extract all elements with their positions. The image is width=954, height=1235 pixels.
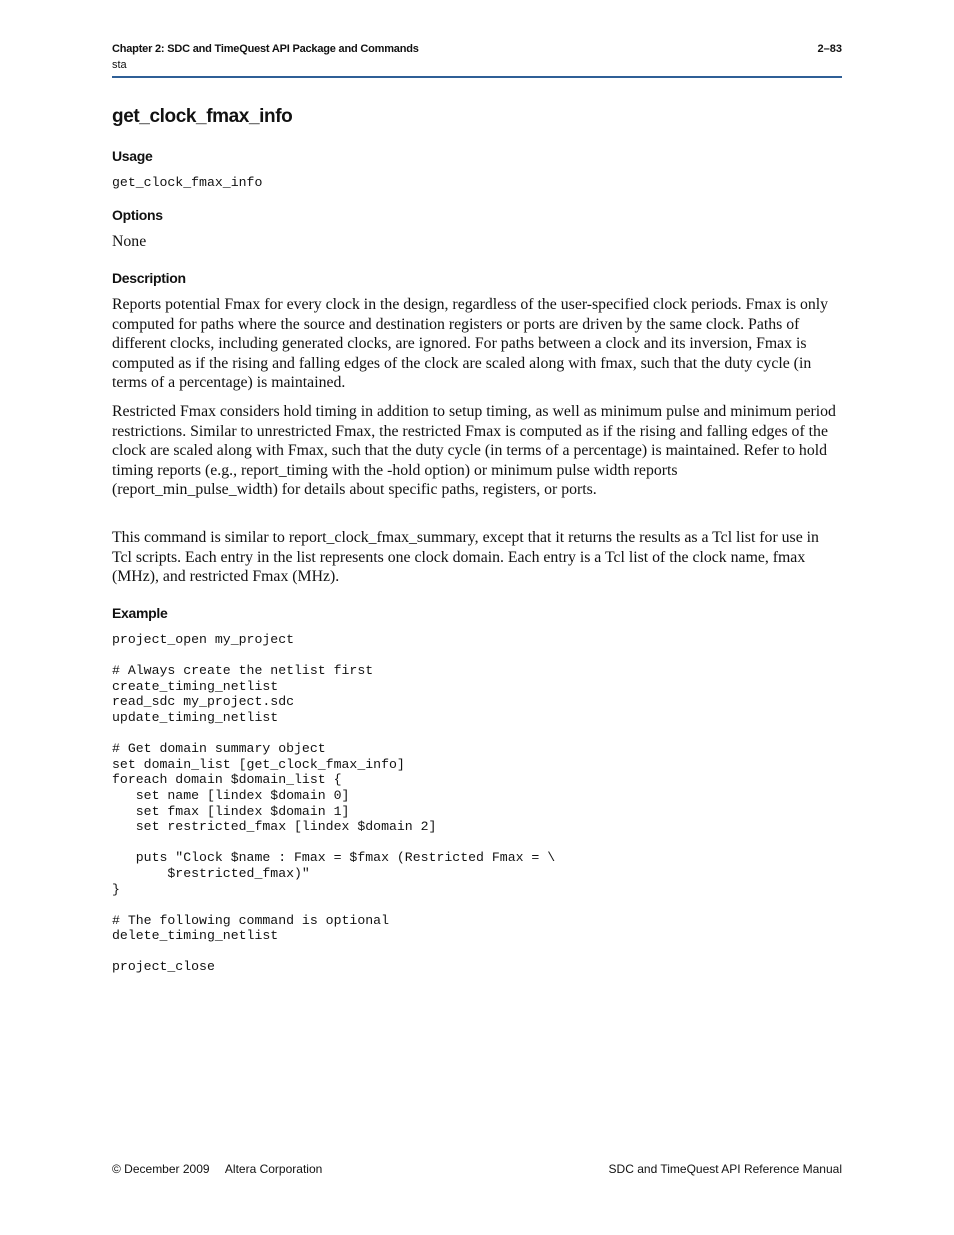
example-heading: Example: [112, 605, 168, 621]
footer-date: © December 2009: [112, 1162, 210, 1176]
description-heading: Description: [112, 270, 186, 286]
footer-left: [112, 1162, 322, 1176]
command-title: get_clock_fmax_info: [112, 106, 293, 127]
header-rule: [112, 76, 842, 78]
usage-code: get_clock_fmax_info: [112, 175, 263, 190]
options-heading: Options: [112, 207, 163, 223]
usage-heading: Usage: [112, 148, 153, 164]
options-text: None: [112, 233, 147, 250]
running-header-chapter: Chapter 2: SDC and TimeQuest API Package and Commands: [112, 43, 419, 55]
footer-manual-title: SDC and TimeQuest API Reference Manual: [608, 1162, 842, 1176]
running-header-section: sta: [112, 59, 127, 71]
description-paragraph-3: This command is similar to report_clock_fmax_summary, except that it returns the results as a Tcl list for use in Tcl scripts. Each entry in the list represents one clock domain. Each entry is a Tcl list of the clock name, fmax (MHz), and restricted Fmax (MHz).: [112, 529, 819, 586]
description-paragraph-1: Reports potential Fmax for every clock in the design, regardless of the user-specified clock periods. Fmax is only computed for paths where the source and destination registers or ports are driven by the same clock. Paths of different clocks, including generated clocks, are ignored. For paths between a clock and its inversion, Fmax is computed as if the rising and falling edges of the clock are scaled along with fmax, such that the duty cycle (in terms of a percentage) is maintained.: [112, 296, 829, 392]
description-paragraph-2: Restricted Fmax considers hold timing in addition to setup timing, as well as minimum pulse and minimum period restrictions. Similar to unrestricted Fmax, the restricted Fmax is computed as if the rising and falling edges of the clock are scaled along with Fmax, such that the duty cycle (in terms of a percentage) is maintained. Refer to hold timing reports (e.g., report_timing with the -hold option) or minimum pulse width reports (report_min_pulse_width) for details about specific paths, registers, or ports.: [112, 403, 836, 499]
example-code: project_open my_project # Always create the netlist first create_timing_netlist read_sdc my_project.sdc update_timing_netlist # Get domain summary object set domain_list [get_clock_fmax_info] foreach domain $domain_list { set name [lindex $domain 0] set fmax [lindex $domain 1] set restricted_fmax [lindex $domain 2] puts "Clock $name : Fmax = $fmax (Restricted Fmax = \ $restricted_fmax)" } # The following command is optional delete_timing_netlist project_close: [112, 632, 556, 975]
footer-company: Altera Corporation: [224, 1162, 323, 1176]
page-number: 2–83: [817, 43, 842, 55]
